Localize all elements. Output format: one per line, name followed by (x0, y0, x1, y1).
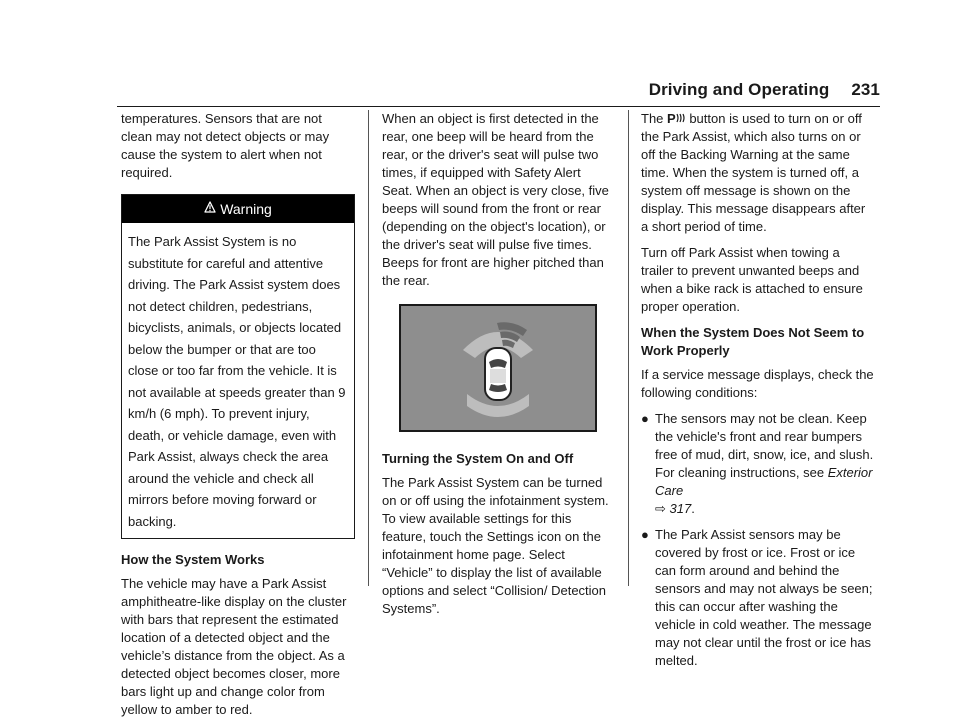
button-paragraph: The P button is used to turn on or off the Park Assist, which also turns on or off the Backing Warning at the same time. When the system is turned off, a system off message is shown on the display. This message disappears after a short period of time. (641, 111, 866, 234)
intro-paragraph: temperatures. Sensors that are not clean may not detect objects or may cause the system to alert when not required. (121, 111, 330, 180)
warning-box (121, 194, 355, 539)
warning-title: Warning (220, 201, 272, 217)
warning-header (122, 195, 354, 223)
page-ref-icon: ⇨ (655, 501, 666, 516)
conditions-list (641, 410, 875, 670)
warning-icon (204, 200, 216, 218)
column-divider (628, 110, 629, 586)
towing-paragraph: Turn off Park Assist when towing a trailer to prevent unwanted beeps and when a bike rack is attached to ensure proper operation. (641, 245, 863, 314)
onoff-paragraph: The Park Assist System can be turned on or off using the infotainment system. To view available settings for this feature, touch the Settings icon on the infotainment home page. Select “Vehicle” to display the list of available options and select “Collision/ Detection Systems”. (382, 475, 609, 616)
column-divider (368, 110, 369, 586)
list-item: ● The Park Assist sensors may be covered by frost or ice. Frost or ice can form around and behind the sensors and may not always be seen; this can occur after washing the vehicle in cold weather. The message may not clear until the frost or ice has melted. (641, 527, 873, 668)
bullet-icon: ● (641, 527, 649, 542)
column-1 (121, 110, 355, 727)
service-paragraph: If a service message displays, check the following conditions: (641, 367, 874, 400)
list-item: ● The sensors may not be clean. Keep the vehicle's front and rear bumpers free of mud, dirt, snow, ice, and slush. For cleaning instructions, see Exterior Care ⇨ 317. (641, 411, 874, 516)
column-3 (641, 110, 875, 678)
page-ref[interactable]: 317 (669, 501, 692, 516)
not-working-heading: When the System Does Not Seem to Work Properly (641, 325, 865, 358)
detect-paragraph: When an object is first detected in the rear, one beep will be heard from the rear, or the driver's seat will pulse two times, if equipped with Safety Alert Seat. When an object is very close, five beeps will sound from the front or rear (depending on the object's location), or the driver's seat will pulse five times. Beeps for front are higher pitched than the rear. (382, 111, 609, 288)
park-assist-illustration (401, 306, 595, 430)
park-assist-button-icon: P (667, 111, 686, 126)
page-number: 231 (851, 80, 880, 99)
warning-text: The Park Assist System is no substitute for careful and attentive driving. The Park Assist system does not detect children, pedestrians, bicyclists, animals, or objects located below the bumper or that are too close or too far from the vehicle. It is not available at speeds greater than 9 km/h (6 mph). To prevent injury, death, or vehicle damage, even with Park Assist, always check the area around the vehicle and check all mirrors before moving forward or backing. (128, 234, 346, 529)
how-heading: How the System Works (121, 552, 265, 567)
park-assist-display-figure (399, 304, 597, 432)
column-2 (382, 110, 614, 626)
car-icon (485, 348, 511, 400)
warning-body (122, 223, 354, 538)
onoff-heading: Turning the System On and Off (382, 451, 574, 466)
how-paragraph: The vehicle may have a Park Assist amphitheatre-like display on the cluster with bars that represent the estimated location of a detected object and the vehicle’s distance from the object. As a detected object becomes closer, more bars light up and change color from yellow to amber to red. (121, 576, 347, 717)
header-rule (117, 106, 880, 107)
bullet-icon: ● (641, 411, 649, 426)
exterior-care-link[interactable]: Exterior Care (655, 465, 873, 498)
page-header (649, 80, 880, 100)
section-title: Driving and Operating (648, 80, 830, 99)
